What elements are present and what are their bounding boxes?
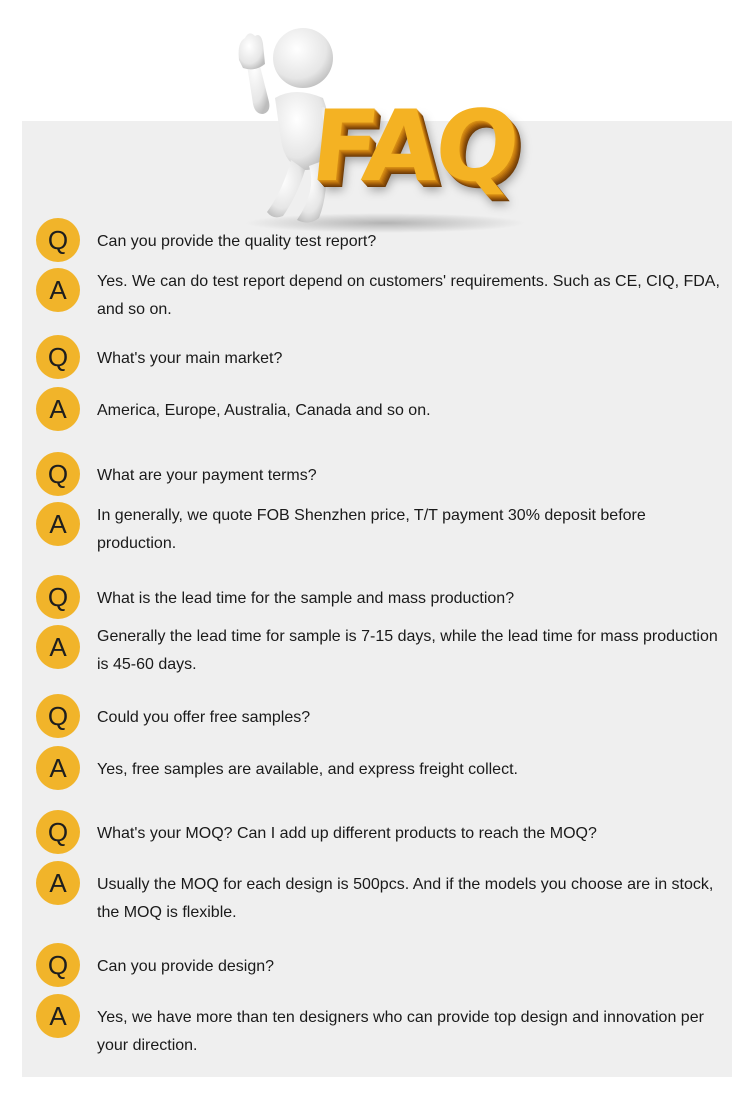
- answer-badge: A: [36, 387, 80, 431]
- answer-badge: A: [36, 994, 80, 1038]
- question-badge: Q: [36, 218, 80, 262]
- question-text: What's your main market?: [97, 350, 283, 367]
- question-badge: Q: [36, 575, 80, 619]
- answer-badge: A: [36, 502, 80, 546]
- question-text: What's your MOQ? Can I add up different products to reach the MOQ?: [97, 825, 597, 842]
- answer-badge: A: [36, 746, 80, 790]
- question-badge: Q: [36, 810, 80, 854]
- question-badge: Q: [36, 694, 80, 738]
- answer-text: Usually the MOQ for each design is 500pcs. And if the models you choose are in stock, the MOQ is flexible.: [97, 876, 714, 921]
- answer-badge: A: [36, 268, 80, 312]
- answer-text: Yes, free samples are available, and express freight collect.: [97, 761, 518, 778]
- answer-text: Yes, we have more than ten designers who can provide top design and innovation per your direction.: [97, 1009, 704, 1054]
- question-text: What are your payment terms?: [97, 467, 317, 484]
- question-text: What is the lead time for the sample and mass production?: [97, 590, 515, 607]
- question-text: Could you offer free samples?: [97, 709, 311, 726]
- answer-badge: A: [36, 625, 80, 669]
- question-badge: Q: [36, 335, 80, 379]
- answer-badge: A: [36, 861, 80, 905]
- answer-text: America, Europe, Australia, Canada and so on.: [97, 402, 431, 419]
- answer-text: Generally the lead time for sample is 7-15 days, while the lead time for mass production is 45-60 days.: [97, 628, 718, 673]
- question-badge: Q: [36, 452, 80, 496]
- question-badge: Q: [36, 943, 80, 987]
- question-text: Can you provide design?: [97, 958, 275, 975]
- answer-text: In generally, we quote FOB Shenzhen price, T/T payment 30% deposit before production.: [97, 507, 646, 552]
- question-text: Can you provide the quality test report?: [97, 233, 377, 250]
- answer-text: Yes. We can do test report depend on customers' requirements. Such as CE, CIQ, FDA, and so on.: [97, 273, 720, 318]
- faq-title: FAQ: [306, 90, 521, 204]
